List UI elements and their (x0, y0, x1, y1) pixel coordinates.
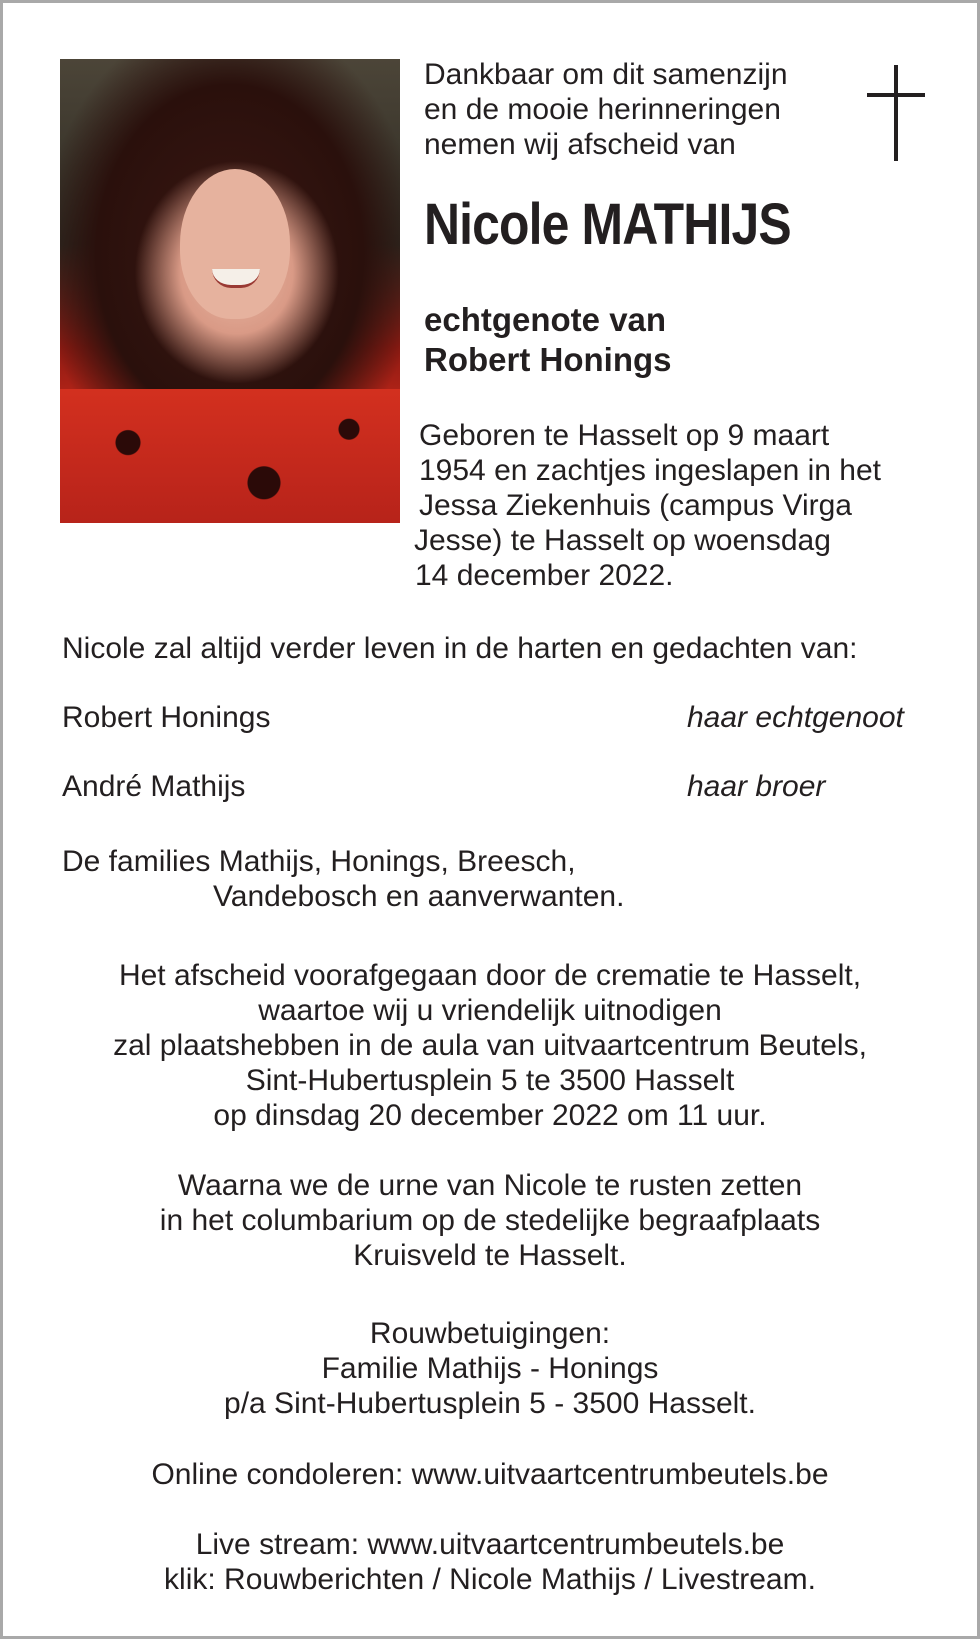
ceremony-line: zal plaatshebben in de aula van uitvaartcentrum Beutels, (113, 1029, 867, 1062)
portrait-dress (60, 389, 400, 523)
cross-icon (867, 65, 925, 161)
deceased-name: Nicole MATHIJS (424, 192, 791, 257)
spouse-text (424, 300, 671, 380)
relative-name: André Mathijs (62, 770, 246, 803)
portrait-face (180, 169, 290, 319)
intro-line: nemen wij afscheid van (424, 128, 736, 161)
birth-line: Jesse) te Hasselt op woensdag (414, 524, 831, 557)
livestream-line: klik: Rouwberichten / Nicole Mathijs / Livestream. (164, 1563, 816, 1596)
ceremony-line: Het afscheid voorafgegaan door de crematie te Hasselt, (118, 959, 862, 992)
families-line: De families Mathijs, Honings, Breesch, (62, 845, 576, 878)
condolence-line: Rouwbetuigingen: (369, 1317, 611, 1350)
lives-on-text: Nicole zal altijd verder leven in de harten en gedachten van: (62, 632, 858, 665)
intro-line: en de mooie herinneringen (424, 93, 781, 126)
intro-line: Dankbaar om dit samenzijn (424, 58, 788, 91)
spouse-line: echtgenote van (424, 301, 667, 338)
families-line: Vandebosch en aanverwanten. (213, 880, 625, 913)
relative-role: haar echtgenoot (687, 701, 904, 734)
urn-line: Kruisveld te Hasselt. (353, 1239, 627, 1272)
ceremony-text (3, 958, 977, 1133)
ceremony-line: op dinsdag 20 december 2022 om 11 uur. (213, 1099, 767, 1132)
spouse-line: Robert Honings (424, 341, 672, 378)
intro-text (424, 57, 788, 162)
online-condolence-text: Online condoleren: www.uitvaartcentrumbeutels.be (151, 1458, 829, 1491)
condolence-address (3, 1316, 977, 1421)
condolence-line: p/a Sint-Hubertusplein 5 - 3500 Hasselt. (224, 1387, 756, 1420)
urn-text (3, 1168, 977, 1273)
birth-line: 14 december 2022. (415, 559, 674, 592)
birth-line: Geboren te Hasselt op 9 maart (419, 419, 830, 452)
relative-name: Robert Honings (62, 701, 271, 734)
birth-death-text (414, 418, 882, 593)
ceremony-line: Sint-Hubertusplein 5 te 3500 Hasselt (245, 1064, 735, 1097)
relative-role: haar broer (687, 770, 826, 803)
urn-line: Waarna we de urne van Nicole te rusten zetten (177, 1169, 803, 1202)
birth-line: Jessa Ziekenhuis (campus Virga (419, 489, 852, 522)
condolence-line: Familie Mathijs - Honings (321, 1352, 659, 1385)
ceremony-line: waartoe wij u vriendelijk uitnodigen (258, 994, 722, 1027)
portrait-photo (60, 59, 400, 523)
urn-line: in het columbarium op de stedelijke begraafplaats (159, 1204, 821, 1237)
birth-line: 1954 en zachtjes ingeslapen in het (419, 454, 882, 487)
livestream-text (3, 1527, 977, 1597)
livestream-line: Live stream: www.uitvaartcentrumbeutels.be (195, 1528, 785, 1561)
online-condolence (3, 1457, 977, 1492)
